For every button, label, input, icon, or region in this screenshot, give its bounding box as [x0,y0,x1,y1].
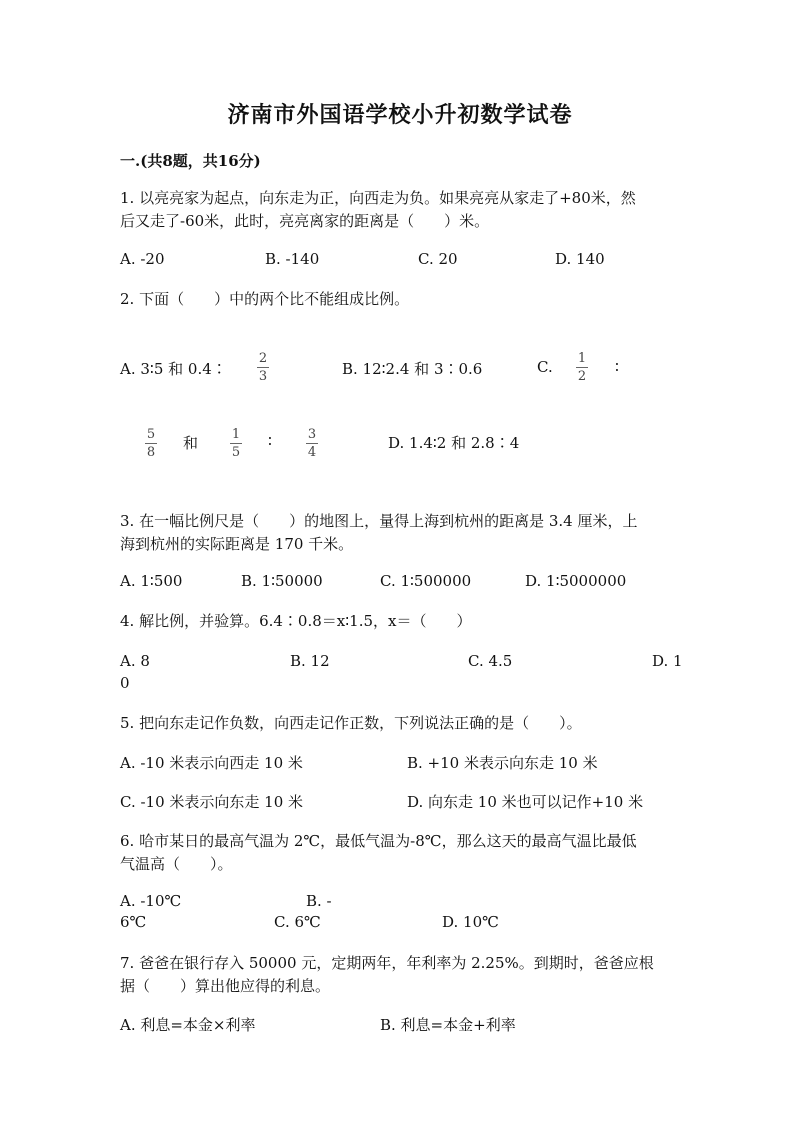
question-5-option-d: D. 向东走 10 米也可以记作+10 米 [407,793,644,811]
question-6-option-d: D. 10℃ [442,913,499,931]
fraction-denominator: 8 [146,445,156,460]
question-2-option-c-fraction-2 [145,427,157,460]
fraction-denominator: 3 [258,369,268,384]
question-6-option-a: A. -10℃ [120,892,182,910]
question-5-option-c: C. -10 米表示向东走 10 米 [120,793,304,811]
question-3-line-1: 3. 在一幅比例尺是（ ）的地图上，量得上海到杭州的距离是 3.4 厘米，上 [120,512,638,530]
question-2-option-c-colon-1: ∶ [615,358,619,376]
question-7-option-b: B. 利息=本金+利率 [380,1016,516,1034]
fraction-denominator: 5 [231,445,241,460]
question-7-option-a: A. 利息=本金×利率 [120,1016,256,1034]
question-1-option-a: A. -20 [120,250,165,268]
question-6-line-1: 6. 哈市某日的最高气温为 2℃，最低气温为-8℃，那么这天的最高气温比最低 [120,832,637,850]
question-4-option-b: B. 12 [290,652,330,670]
fraction-numerator: 5 [146,427,156,442]
fraction-bar [257,367,269,368]
fraction-numerator: 1 [577,351,587,366]
question-2-option-c-colon-2: ∶ [268,432,272,450]
question-2-option-d: D. 1.4∶2 和 2.8∶4 [388,434,520,452]
question-4-option-a: A. 8 [120,652,150,670]
fraction-denominator: 4 [307,445,317,460]
question-4-stem: 4. 解比例，并验算。6.4∶0.8＝x∶1.5，x＝（ ） [120,612,472,630]
page-title: 济南市外国语学校小升初数学试卷 [227,102,573,128]
question-2-option-c-label: C. [537,358,553,376]
question-7-line-1: 7. 爸爸在银行存入 50000 元，定期两年，年利率为 2.25%。到期时，爸爸应根 [120,954,654,972]
fraction-numerator: 1 [231,427,241,442]
fraction-bar [145,443,157,444]
question-3-option-a: A. 1∶500 [120,572,183,590]
question-2-option-c-fraction-3 [230,427,242,460]
question-5-stem: 5. 把向东走记作负数，向西走记作正数，下列说法正确的是（ ）。 [120,714,582,732]
question-6-option-b: B. - [306,892,332,910]
question-1-option-d: D. 140 [555,250,605,268]
fraction-numerator: 2 [258,351,268,366]
question-2-option-c-fraction-1 [576,351,588,384]
question-2-stem: 2. 下面（ ）中的两个比不能组成比例。 [120,290,410,308]
fraction-bar [576,367,588,368]
question-2-option-a-fraction [257,351,269,384]
question-1-line-1: 1. 以亮亮家为起点，向东走为正，向西走为负。如果亮亮从家走了+80米，然 [120,189,636,207]
question-2-option-b: B. 12∶2.4 和 3∶0.6 [342,360,483,378]
question-1-line-2: 后又走了-60米，此时，亮亮离家的距离是（ ）米。 [120,212,490,230]
section-heading: 一.(共8题，共16分) [120,152,261,170]
question-3-option-c: C. 1∶500000 [380,572,472,590]
question-1-option-b: B. -140 [265,250,320,268]
fraction-numerator: 3 [307,427,317,442]
question-1-option-c: C. 20 [418,250,458,268]
question-6-line-2: 气温高（ ）。 [120,855,233,873]
question-3-option-d: D. 1∶5000000 [525,572,627,590]
question-3-option-b: B. 1∶50000 [241,572,323,590]
fraction-bar [230,443,242,444]
question-6-option-c: C. 6℃ [274,913,321,931]
question-5-option-b: B. +10 米表示向东走 10 米 [407,754,598,772]
fraction-denominator: 2 [577,369,587,384]
question-2-option-c-and: 和 [183,434,199,452]
question-2-option-a: A. 3∶5 和 0.4∶ [120,360,227,378]
question-4-option-c: C. 4.5 [468,652,513,670]
fraction-bar [306,443,318,444]
question-6-option-b-wrap: 6℃ [120,913,147,931]
question-5-option-a: A. -10 米表示向西走 10 米 [120,754,303,772]
question-2-option-c-fraction-4 [306,427,318,460]
question-4-option-d-wrap: 0 [120,674,130,692]
question-4-option-d: D. 1 [652,652,683,670]
question-7-line-2: 据（ ）算出他应得的利息。 [120,977,331,995]
question-3-line-2: 海到杭州的实际距离是 170 千米。 [120,535,354,553]
